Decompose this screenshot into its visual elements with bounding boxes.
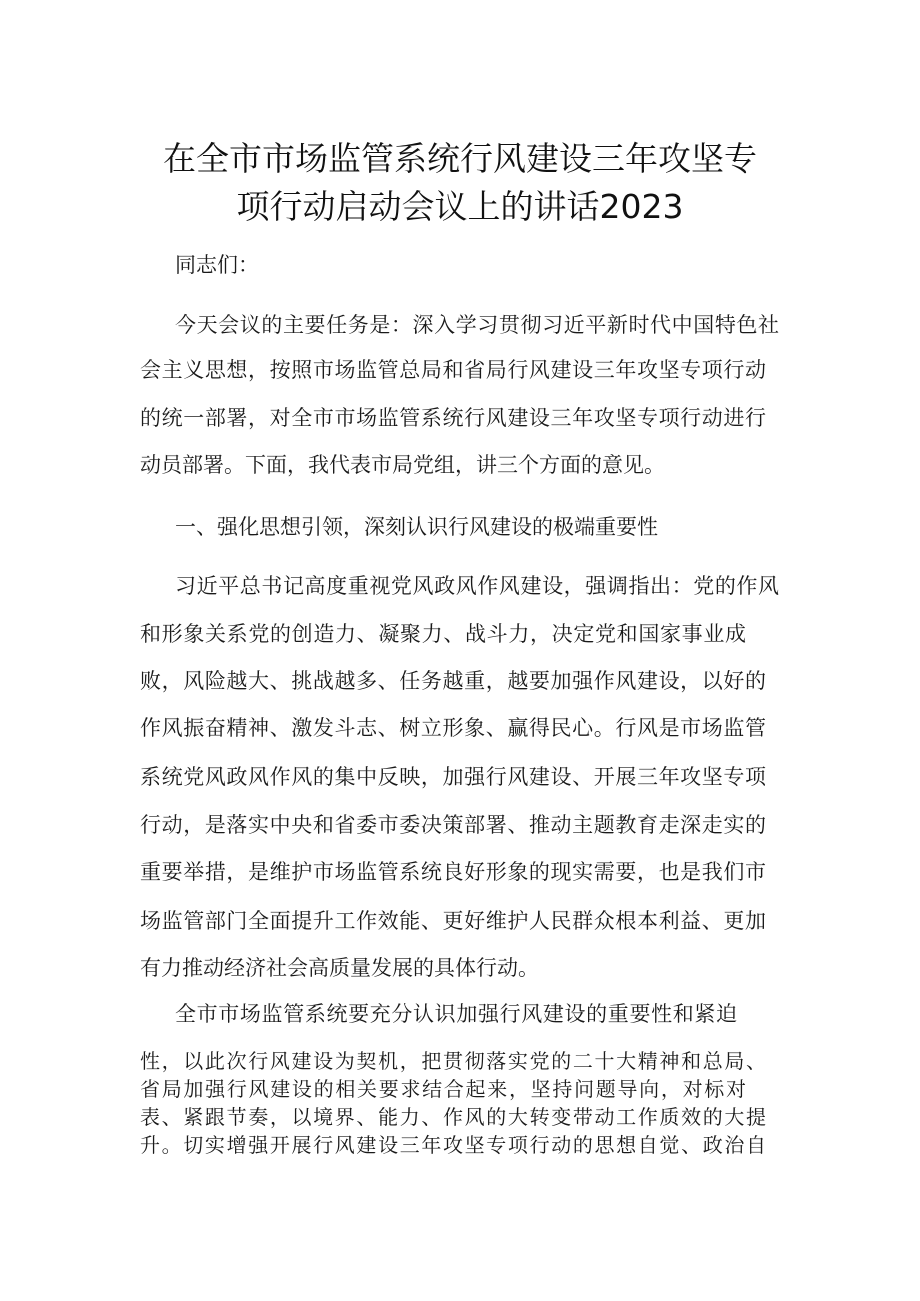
paragraph-1-line-1: 今天会议的主要任务是：深入学习贯彻习近平新时代中国特色社 xyxy=(175,313,779,337)
paragraph-2-line-2: 和形象关系党的创造力、凝聚力、战斗力，决定党和国家事业成 xyxy=(140,622,746,646)
document-title-line-2: 项行动启动会议上的讲话2023 xyxy=(236,187,684,226)
paragraph-3-line-2: 性，以此次行风建设为契机，把贯彻落实党的二十大精神和总局、 xyxy=(140,1049,766,1073)
paragraph-1-line-3: 的统一部署，对全市市场监管系统行风建设三年攻坚专项行动进行 xyxy=(140,406,766,430)
paragraph-3-line-1: 全市市场监管系统要充分认识加强行风建设的重要性和紧迫 xyxy=(175,1002,737,1026)
paragraph-2-line-5: 系统党风政风作风的集中反映，加强行风建设、开展三年攻坚专项 xyxy=(140,765,766,789)
paragraph-3-line-3: 省局加强行风建设的相关要求结合起来，坚持问题导向，对标对 xyxy=(140,1077,746,1101)
paragraph-2-line-4: 作风振奋精神、激发斗志、树立形象、赢得民心。行风是市场监管 xyxy=(140,716,766,740)
paragraph-3-line-4: 表、紧跟节奏，以境界、能力、作风的大转变带动工作质效的大提 xyxy=(140,1105,766,1129)
paragraph-2-line-8: 场监管部门全面提升工作效能、更好维护人民群众根本利益、更加 xyxy=(140,909,766,933)
paragraph-2-line-9: 有力推动经济社会高质量发展的具体行动。 xyxy=(140,956,539,980)
paragraph-1-line-2: 会主义思想，按照市场监管总局和省局行风建设三年攻坚专项行动 xyxy=(140,358,766,382)
paragraph-3-line-5: 升。切实增强开展行风建设三年攻坚专项行动的思想自觉、政治自 xyxy=(140,1133,766,1157)
document-title-line-1: 在全市市场监管系统行风建设三年攻坚专 xyxy=(163,139,757,178)
salutation: 同志们： xyxy=(175,253,259,277)
paragraph-1-line-4: 动员部署。下面，我代表市局党组，讲三个方面的意见。 xyxy=(140,453,665,477)
paragraph-2-line-1: 习近平总书记高度重视党风政风作风建设，强调指出：党的作风 xyxy=(175,574,779,598)
paragraph-2-line-3: 败，风险越大、挑战越多、任务越重，越要加强作风建设，以好的 xyxy=(140,669,766,693)
paragraph-2-line-7: 重要举措，是维护市场监管系统良好形象的现实需要，也是我们市 xyxy=(140,860,766,884)
paragraph-2-line-6: 行动，是落实中央和省委市委决策部署、推动主题教育走深走实的 xyxy=(140,813,766,837)
section-heading-1: 一、强化思想引领，深刻认识行风建设的极端重要性 xyxy=(175,515,658,539)
